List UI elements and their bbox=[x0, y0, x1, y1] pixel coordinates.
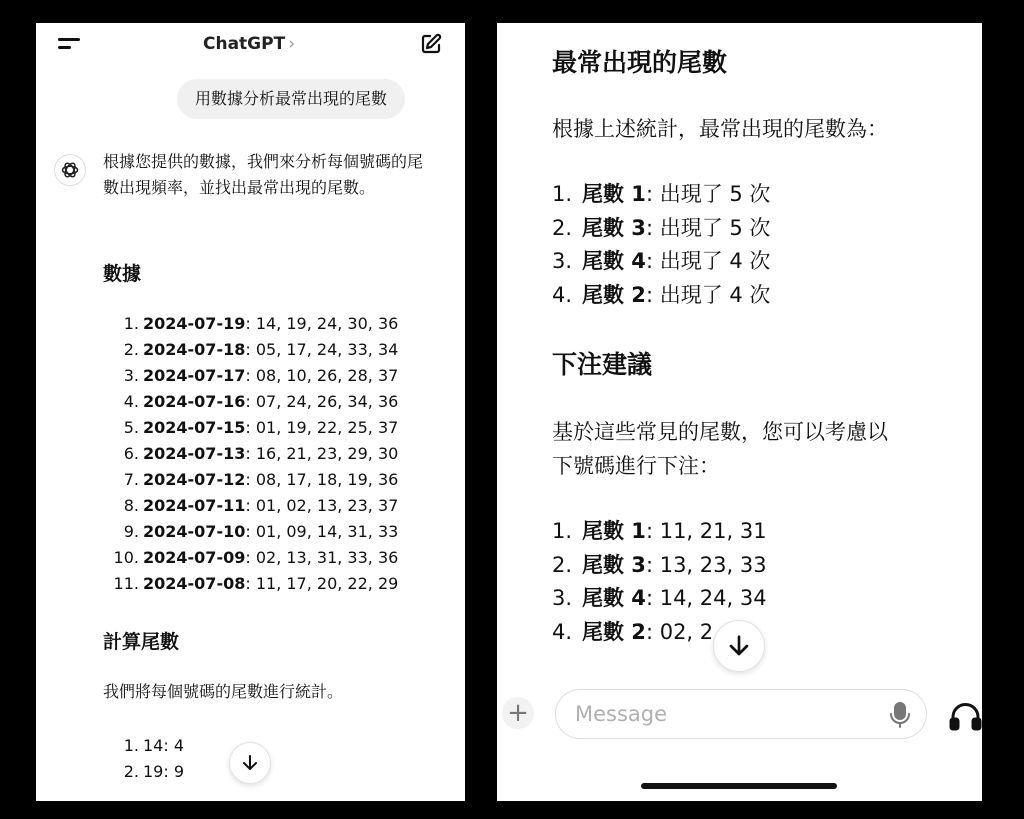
model-title-label: ChatGPT bbox=[203, 34, 286, 54]
calc-list bbox=[100, 733, 184, 785]
item-text: 14, 24, 34 bbox=[659, 586, 767, 610]
item-number: 1. bbox=[123, 736, 139, 755]
item-date: 2024-07-10 bbox=[143, 522, 246, 541]
item-date: 2024-07-11 bbox=[143, 496, 246, 515]
item-numbers: 05, 17, 24, 33, 34 bbox=[255, 340, 399, 359]
headphones-icon[interactable] bbox=[949, 701, 982, 731]
item-numbers: 01, 02, 13, 23, 37 bbox=[255, 496, 399, 515]
list-item: 1. 尾數 1: 11, 21, 31 bbox=[552, 515, 767, 549]
list-item: 11. 2024-07-08: 11, 17, 20, 22, 29 bbox=[100, 571, 398, 597]
item-number: 2. bbox=[123, 762, 139, 781]
user-message: 用數據分析最常出現的尾數 bbox=[177, 79, 405, 119]
microphone-icon[interactable] bbox=[889, 701, 911, 729]
item-label: 尾數 2 bbox=[582, 282, 646, 307]
most-common-list bbox=[552, 178, 770, 312]
bet-text-line1: 基於這些常見的尾數，您可以考慮以 bbox=[552, 420, 888, 444]
scroll-down-button[interactable] bbox=[713, 620, 765, 672]
list-item: 4. 尾數 2: 02, 2 bbox=[552, 616, 767, 650]
message-input[interactable] bbox=[555, 689, 927, 739]
item-date: 2024-07-16 bbox=[143, 392, 246, 411]
item-date: 2024-07-09 bbox=[143, 548, 246, 567]
home-indicator bbox=[641, 783, 837, 789]
item-label: 尾數 1 bbox=[582, 182, 646, 206]
arrow-down-icon bbox=[727, 634, 751, 658]
scroll-down-button[interactable] bbox=[229, 742, 271, 784]
attach-plus-button[interactable]: + bbox=[502, 697, 534, 729]
item-label: 尾數 3 bbox=[582, 552, 646, 577]
list-item: 10. 2024-07-09: 02, 13, 31, 33, 36 bbox=[100, 545, 398, 571]
list-item: 5. 2024-07-15: 01, 19, 22, 25, 37 bbox=[100, 415, 398, 441]
item-numbers: 08, 17, 18, 19, 36 bbox=[255, 470, 399, 489]
item-numbers: 16, 21, 23, 29, 30 bbox=[255, 444, 399, 463]
item-numbers: 08, 10, 26, 28, 37 bbox=[255, 366, 399, 385]
item-date: 2024-07-12 bbox=[143, 470, 246, 489]
right-screenshot bbox=[497, 23, 982, 801]
list-item: 4. 2024-07-16: 07, 24, 26, 34, 36 bbox=[100, 389, 398, 415]
item-text: 出現了 5 次 bbox=[659, 215, 771, 240]
menu-icon[interactable] bbox=[58, 36, 82, 52]
item-date: 2024-07-19 bbox=[143, 314, 246, 333]
chat-header bbox=[36, 23, 465, 67]
item-label: 尾數 2 bbox=[582, 619, 646, 644]
item-text: 出現了 4 次 bbox=[659, 282, 771, 307]
list-item: 3. 尾數 4: 出現了 4 次 bbox=[552, 245, 770, 279]
item-text: 出現了 5 次 bbox=[659, 182, 771, 206]
item-number: 3. bbox=[552, 249, 573, 273]
item-number: 4. bbox=[552, 282, 573, 307]
list-item: 1. 2024-07-19: 14, 19, 24, 30, 36 bbox=[100, 311, 398, 337]
item-number: 2. bbox=[123, 340, 139, 359]
list-item: 3. 2024-07-17: 08, 10, 26, 28, 37 bbox=[100, 363, 398, 389]
calc-text: 我們將每個號碼的尾數進行統計。 bbox=[103, 682, 344, 701]
list-item: 9. 2024-07-10: 01, 09, 14, 31, 33 bbox=[100, 519, 398, 545]
left-screenshot bbox=[36, 23, 465, 801]
bet-text-line2: 下號碼進行下注： bbox=[552, 454, 720, 478]
item-label: 尾數 1 bbox=[582, 519, 646, 543]
item-numbers: 02, 13, 31, 33, 36 bbox=[255, 548, 399, 567]
chatgpt-logo-icon bbox=[54, 154, 86, 186]
item-number: 2. bbox=[552, 215, 573, 240]
item-number: 4. bbox=[123, 392, 139, 411]
bet-heading: 下注建議 bbox=[552, 350, 653, 379]
item-numbers: 01, 09, 14, 31, 33 bbox=[255, 522, 399, 541]
new-chat-icon[interactable] bbox=[419, 32, 443, 56]
item-text: 出現了 4 次 bbox=[659, 249, 771, 273]
item-number: 9. bbox=[123, 522, 139, 541]
data-heading: 數據 bbox=[103, 263, 142, 285]
list-item: 3. 尾數 4: 14, 24, 34 bbox=[552, 582, 767, 616]
list-item: 2. 尾數 3: 出現了 5 次 bbox=[552, 212, 770, 246]
most-common-text: 根據上述統計，最常出現的尾數為： bbox=[552, 117, 888, 141]
item-date: 2024-07-15 bbox=[143, 418, 246, 437]
item-number: 11. bbox=[113, 574, 139, 593]
item-number: 4. bbox=[552, 619, 573, 644]
item-date: 2024-07-17 bbox=[143, 366, 246, 385]
item-number: 2. bbox=[552, 552, 573, 577]
list-item: 6. 2024-07-13: 16, 21, 23, 29, 30 bbox=[100, 441, 398, 467]
data-list bbox=[100, 311, 398, 597]
item-number: 7. bbox=[123, 470, 139, 489]
item-label: 尾數 4 bbox=[582, 586, 646, 610]
item-text: 02, 2 bbox=[659, 619, 714, 644]
item-text: 11, 21, 31 bbox=[659, 519, 767, 543]
list-item: 1. 尾數 1: 出現了 5 次 bbox=[552, 178, 770, 212]
item-number: 5. bbox=[123, 418, 139, 437]
item-number: 3. bbox=[123, 366, 139, 385]
list-item bbox=[100, 733, 184, 759]
item-numbers: 14, 19, 24, 30, 36 bbox=[255, 314, 399, 333]
item-number: 10. bbox=[113, 548, 139, 567]
item-number: 1. bbox=[552, 182, 573, 206]
item-number: 3. bbox=[552, 586, 573, 610]
chevron-right-icon: › bbox=[288, 34, 295, 54]
list-item: 4. 尾數 2: 出現了 4 次 bbox=[552, 279, 770, 313]
item-numbers: 07, 24, 26, 34, 36 bbox=[255, 392, 399, 411]
list-item: 7. 2024-07-12: 08, 17, 18, 19, 36 bbox=[100, 467, 398, 493]
item-text: 14: 4 bbox=[143, 736, 185, 755]
most-common-heading: 最常出現的尾數 bbox=[552, 48, 728, 77]
item-date: 2024-07-08 bbox=[143, 574, 246, 593]
message-composer bbox=[497, 685, 982, 755]
item-number: 8. bbox=[123, 496, 139, 515]
arrow-down-icon bbox=[241, 754, 259, 772]
item-number: 1. bbox=[123, 314, 139, 333]
list-item: 2. 2024-07-18: 05, 17, 24, 33, 34 bbox=[100, 337, 398, 363]
item-numbers: 11, 17, 20, 22, 29 bbox=[255, 574, 399, 593]
item-numbers: 01, 19, 22, 25, 37 bbox=[255, 418, 399, 437]
item-label: 尾數 4 bbox=[582, 249, 646, 273]
item-label: 尾數 3 bbox=[582, 215, 646, 240]
calc-heading: 計算尾數 bbox=[103, 631, 180, 653]
model-title[interactable] bbox=[203, 34, 295, 54]
item-text: 19: 9 bbox=[143, 762, 185, 781]
item-text: 13, 23, 33 bbox=[659, 552, 767, 577]
assistant-intro: 根據您提供的數據，我們來分析每個號碼的尾數出現頻率，並找出最常出現的尾數。 bbox=[103, 152, 424, 197]
list-item bbox=[100, 759, 184, 785]
item-date: 2024-07-18 bbox=[143, 340, 246, 359]
item-number: 6. bbox=[123, 444, 139, 463]
item-date: 2024-07-13 bbox=[143, 444, 246, 463]
list-item: 2. 尾數 3: 13, 23, 33 bbox=[552, 549, 767, 583]
list-item: 8. 2024-07-11: 01, 02, 13, 23, 37 bbox=[100, 493, 398, 519]
item-number: 1. bbox=[552, 519, 573, 543]
